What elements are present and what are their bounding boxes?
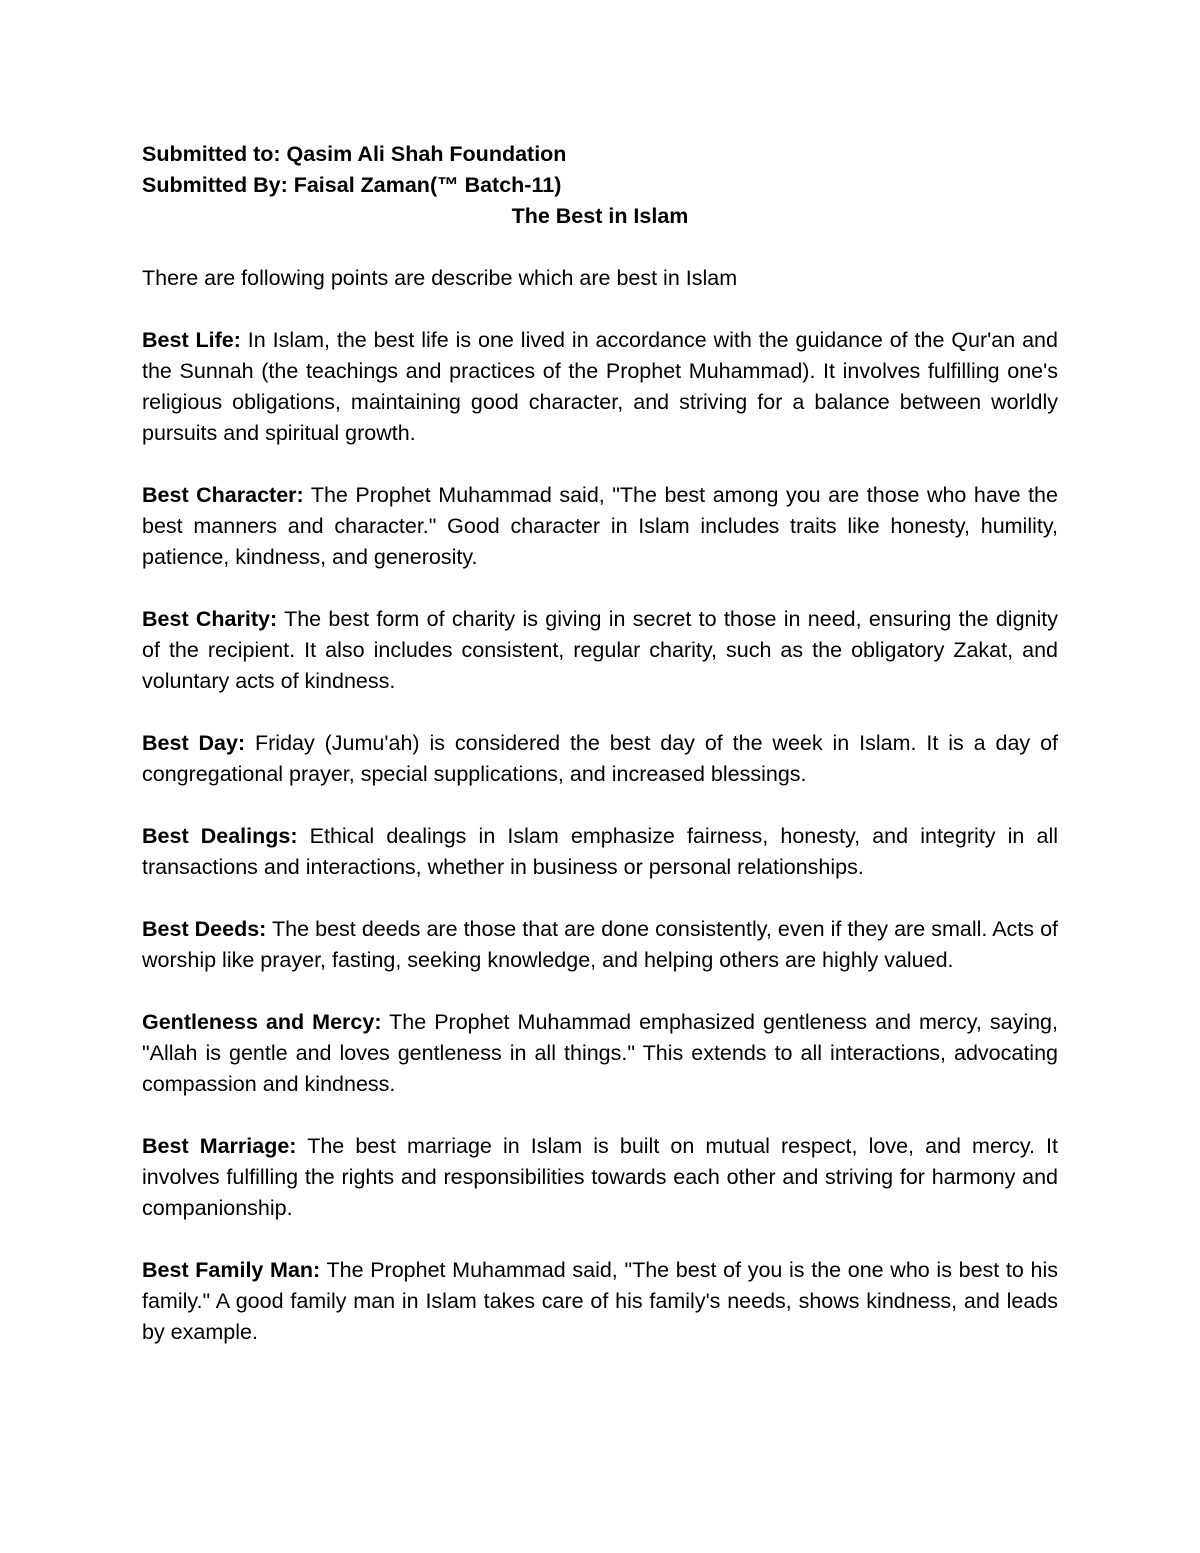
section-text: Friday (Jumu'ah) is considered the best day of the week in Islam. It is a day of congregational prayer, special supplications, and increased blessings. xyxy=(142,731,1058,786)
section-title: Best Character: xyxy=(142,483,304,507)
section-text: Ethical dealings in Islam emphasize fairness, honesty, and integrity in all transactions and interactions, whether in business or personal relationships. xyxy=(142,824,1058,879)
section-best-dealings xyxy=(142,821,1058,883)
section-text: The Prophet Muhammad said, "The best of you is the one who is best to his family." A good family man in Islam takes care of his family's needs, shows kindness, and leads by example. xyxy=(142,1258,1058,1344)
section-best-charity xyxy=(142,604,1058,697)
submitted-by-value: Faisal Zaman(™ Batch-11) xyxy=(293,173,562,197)
section-text: In Islam, the best life is one lived in accordance with the guidance of the Qur'an and the Sunnah (the teachings and practices of the Prophet Muhammad). It involves fulfilling one's religious obligations, maintaining good character, and striving for a balance between worldly pursuits and spiritual growth. xyxy=(142,328,1058,445)
submitted-to-line xyxy=(142,139,1058,170)
section-title: Best Charity: xyxy=(142,607,278,631)
section-title: Best Life: xyxy=(142,328,241,352)
submitted-by-line xyxy=(142,170,1058,201)
section-text: The best marriage in Islam is built on mutual respect, love, and mercy. It involves fulfilling the rights and responsibilities towards each other and striving for harmony and companionship. xyxy=(142,1134,1058,1220)
submitted-to-label: Submitted to: xyxy=(142,142,281,166)
section-title: Best Dealings: xyxy=(142,824,298,848)
section-title: Best Family Man: xyxy=(142,1258,321,1282)
submitted-to-value: Qasim Ali Shah Foundation xyxy=(286,142,567,166)
section-title: Gentleness and Mercy: xyxy=(142,1010,382,1034)
section-best-life xyxy=(142,325,1058,449)
section-text: The best form of charity is giving in secret to those in need, ensuring the dignity of the recipient. It also includes consistent, regular charity, such as the obligatory Zakat, and voluntary acts of kindness. xyxy=(142,607,1058,693)
section-best-deeds xyxy=(142,914,1058,976)
section-best-marriage xyxy=(142,1131,1058,1224)
section-text: The Prophet Muhammad emphasized gentleness and mercy, saying, "Allah is gentle and loves gentleness in all things." This extends to all interactions, advocating compassion and kindness. xyxy=(142,1010,1058,1096)
intro-paragraph: There are following points are describe which are best in Islam xyxy=(142,266,738,290)
section-best-character xyxy=(142,480,1058,573)
submitted-by-label: Submitted By: xyxy=(142,173,288,197)
document-page xyxy=(142,139,1058,1348)
section-title: Best Day: xyxy=(142,731,246,755)
section-title: Best Deeds: xyxy=(142,917,267,941)
section-text: The best deeds are those that are done consistently, even if they are small. Acts of worship like prayer, fasting, seeking knowledge, and helping others are highly valued. xyxy=(142,917,1059,972)
section-title: Best Marriage: xyxy=(142,1134,297,1158)
section-gentleness-and-mercy xyxy=(142,1007,1058,1100)
section-text: The Prophet Muhammad said, "The best among you are those who have the best manners and character." Good character in Islam includes traits like honesty, humility, patience, kindness, and generosity. xyxy=(142,483,1058,569)
document-title: The Best in Islam xyxy=(511,204,689,228)
section-best-family-man xyxy=(142,1255,1058,1348)
section-best-day xyxy=(142,728,1058,790)
